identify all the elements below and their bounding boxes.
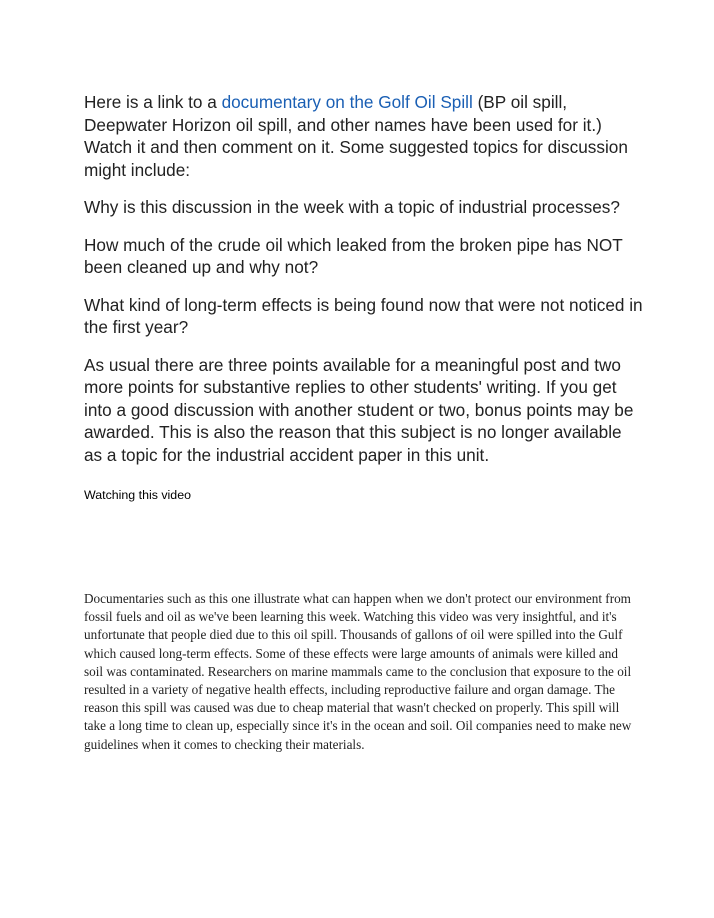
discussion-question-3: What kind of long-term effects is being found now that were not noticed in the first year? xyxy=(84,294,643,337)
student-response xyxy=(84,590,634,754)
response-body: Documentaries such as this one illustrate what can happen when we don't protect our environment from fossil fuels and oil as we've been learning this week. Watching this video was very insightful, and it's unfortunate that people died due to this oil spill. Thousands of gallons of oil were spilled into the Gulf which caused long-term effects. Some of these effects were large amounts of animals were killed and soil was contaminated. Researchers on marine mammals came to the conclusion that exposure to the oil resulted in a variety of negative health effects, including reproductive failure and organ damage. The reason this spill was caused was due to cheap material that wasn't checked on properly. This spill will take a long time to clean up, especially since it's in the ocean and soil. Oil companies need to make new guidelines when it comes to checking their materials. xyxy=(84,591,632,752)
response-title: Watching this video xyxy=(84,488,191,502)
intro-text-before-link: Here is a link to a xyxy=(84,92,222,112)
grading-note: As usual there are three points available for a meaningful post and two more points for substantive replies to other students' writing. If you get into a good discussion with another student or two, bonus points may be awarded. This is also the reason that this subject is no longer available as a topic for the industrial accident paper in this unit. xyxy=(84,354,634,465)
discussion-question-1: Why is this discussion in the week with a topic of industrial processes? xyxy=(84,197,620,217)
intro-text-after-link: (BP oil spill, Deepwater Horizon oil spill, and other names have been used for it.) Watch it and then comment on it. Some suggested topics for discussion might include: xyxy=(84,92,628,180)
documentary-link[interactable]: documentary on the Golf Oil Spill xyxy=(221,92,473,112)
intro-paragraph xyxy=(84,91,644,181)
discussion-question-2: How much of the crude oil which leaked from the broken pipe has NOT been cleaned up and why not? xyxy=(84,234,623,277)
assignment-prompt xyxy=(84,91,644,481)
